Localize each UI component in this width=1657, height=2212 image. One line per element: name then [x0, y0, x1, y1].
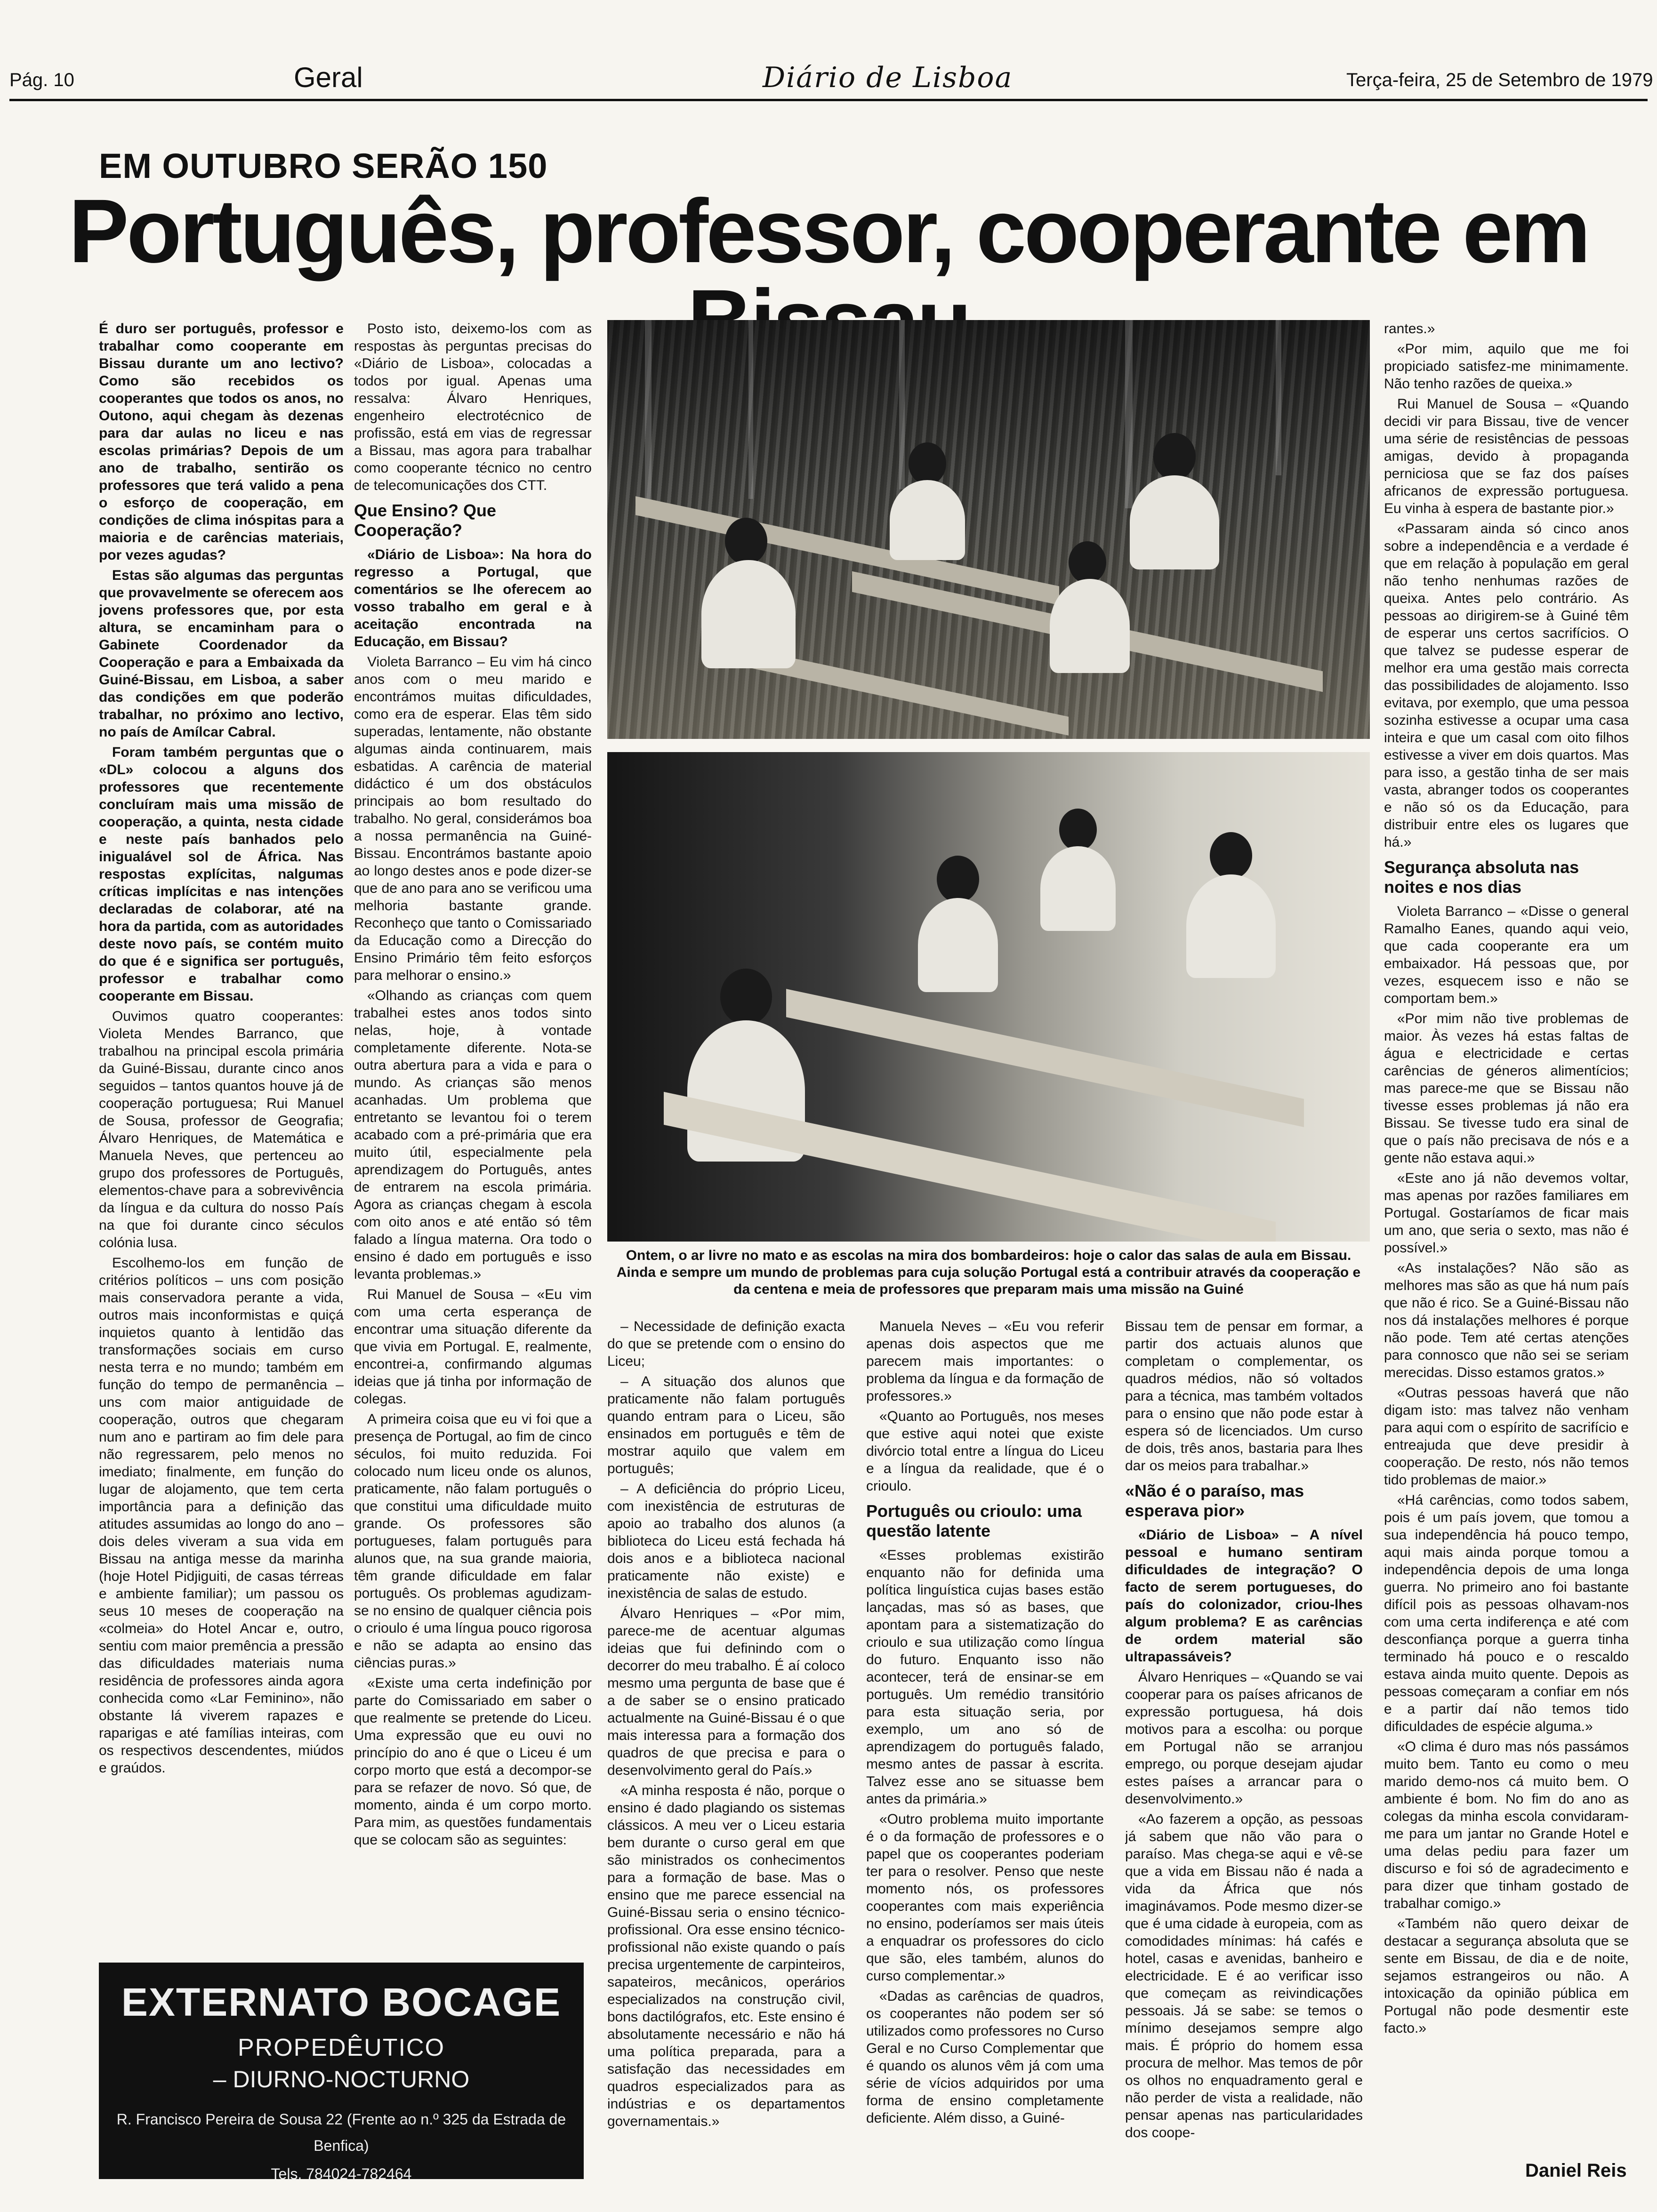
paragraph: Violeta Barranco – «Disse o general Ramalho Eanes, quando aqui veio, que cada cooperante era um embaixador. Há pessoas que, por vezes, esquecem isso e não se comportam bem.»: [1384, 904, 1629, 1006]
article-column-5: [1125, 1318, 1363, 2207]
paragraph: rantes.»: [1384, 321, 1435, 337]
paragraph: Rui Manuel de Sousa – «Eu vim com uma certa esperança de encontrar uma situação diferente da que vivia em Portugal. E, realmente, encontrei-a, confirmando algumas ideias que já tinha por informação de colegas.: [354, 1287, 592, 1407]
paragraph: Álvaro Henriques – «Por mim, parece-me de acentuar algumas ideias que fui definindo com o decorrer do meu trabalho. É aí coloco mesmo uma pergunta de base que é a de saber se o ensino praticado actualmente na Guiné-Bissau é o que mais interessa para a formação dos quadros de que precisa e para o desenvolvimento geral do País.»: [607, 1606, 845, 1778]
ad-phone: Tels. 784024-782464: [271, 2165, 412, 2182]
paragraph: «Esses problemas existirão enquanto não for definida uma política linguística cujas bases estão lançadas, mas só as bases, que apontam para a sistematização do crioulo e sua utilização como língua do futuro. Enquanto isso não acontecer, terá de ensinar-se em português. Um remédio transitório para esta situação seria, por exemplo, um ano só de aprendizagem do português falado, mesmo antes de passar à escrita. Talvez esse ano se situasse bem antes da primária.»: [866, 1547, 1104, 1807]
paragraph: Estas são algumas das perguntas que provavelmente se oferecem aos jovens professores que, por esta altura, se encaminham para o Gabinete Coordenador da Cooperação e para a Embaixada da Guiné-Bissau, em Lisboa, a saber das condições em que poderão trabalhar, no próximo ano lectivo, no país de Amílcar Cabral.: [99, 568, 344, 740]
paragraph: «Este ano já não devemos voltar, mas apenas por razões familiares em Portugal. Gostaríamos de ficar mais um ano, que seria o sexto, mas não é possível.»: [1384, 1170, 1629, 1256]
question: «Diário de Lisboa» – A nível pessoal e humano sentiram dificuldades de integração? O facto de serem portugueses, do país do colonizador, criou-lhes algum problema? E as carências de ordem material são ultrapassáveis?: [1125, 1527, 1363, 1665]
issue-date: Terça-feira, 25 de Setembro de 1979: [1346, 70, 1653, 90]
paragraph: Bissau tem de pensar em formar, a partir dos actuais alunos que completam o complementar, os quadros médios, não só voltados para a técnica, mas também voltados para o ensino que não pode estar à espera só de licenciados. Um curso de dois, três anos, bastaria para lhes dar os meios para trabalhar.»: [1125, 1319, 1363, 1474]
paragraph: «A minha resposta é não, porque o ensino é dado plagiando os sistemas clássicos. A meu ver o Liceu estaria bem durante o curso geral em que são ministrados os conhecimentos para a formação de base. Mas o ensino que me parece essencial na Guiné-Bissau seria o ensino técnico-profissional. Ora esse ensino técnico-profissional não existe quando o país precisa urgentemente de carpinteiros, sapateiros, mecânicos, operários especializados na construção civil, bons dactilógrafos, etc. Este ensino é absolutamente necessário e não há uma política preparada, para a satisfação das necessidades em quadros especializados para as indústrias e os departamentos governamentais.»: [607, 1783, 845, 2129]
header-rule: [9, 99, 1648, 101]
article-column-2: [354, 320, 592, 1948]
paragraph: «Quanto ao Português, nos meses que estive aqui notei que existe divórcio total entre a língua do Liceu e a língua da realidade, que é o crioulo.: [866, 1409, 1104, 1494]
subheading: Segurança absoluta nas noites e nos dias: [1384, 858, 1579, 897]
question: «Diário de Lisboa»: Na hora do regresso a Portugal, que comentários se lhe oferecem ao vosso trabalho em geral e à aceitação encontrada na Educação, em Bissau?: [354, 547, 592, 649]
newspaper-masthead: Diário de Lisboa: [763, 61, 1013, 94]
paragraph: «Passaram ainda só cinco anos sobre a independência e a verdade é que em relação à população em geral não tenho nenhumas razões de queixa. Antes pelo contrário. As pessoas ao dirigirem-se à Guiné têm de esperar uns certos sacrifícios. O que talvez se pudesse esperar de melhor era uma gestão mais correcta das possibilidades de alojamento. Isso evitava, por exemplo, que uma pessoa sozinha estivesse a ocupar uma casa inteira e que um casal com oito filhos estivesse a viver em dois quartos. Mas para isso, a gestão tinha de ser mais vasta, abranger todos os cooperantes e não só os da Educação, para distribuir entre eles os lugares que há.»: [1384, 521, 1629, 850]
article-column-6: [1384, 320, 1629, 2146]
paragraph: «Dadas as carências de quadros, os cooperantes não podem ser só utilizados como professores no Curso Geral e no Curso Complementar que é quando os alunos vêm já com uma série de vícios adquiridos por uma forma de ensino completamente deficiente. Além disso, a Guiné-: [866, 1988, 1104, 2126]
article-column-4: [866, 1318, 1104, 2207]
paragraph: «Por mim não tive problemas de maior. Às vezes há estas faltas de água e electricidade e certas carências de géneros alimentícios; mas parece-me que se Bissau não tivesse esses problemas já não era Bissau. Se tivesse tudo era sinal de que o país não precisava de nós e a gente não estava aqui.»: [1384, 1011, 1629, 1166]
paragraph: Posto isto, deixemo-los com as respostas às perguntas precisas do «Diário de Lisboa», colocadas a todos por igual. Apenas uma ressalva: Álvaro Henriques, engenheiro electrotécnico de profissão, está em vias de regressar a Bissau, mas agora para trabalhar como cooperante técnico no centro de telecomunicações dos CTT.: [354, 321, 592, 493]
paragraph: – A deficiência do próprio Liceu, com inexistência de estruturas de apoio ao trabalho dos alunos (a biblioteca do Liceu está fechada há dois anos e a biblioteca nacional praticamente não existe) e inexistência de salas de estudo.: [607, 1481, 845, 1601]
ad-address: R. Francisco Pereira de Sousa 22 (Frente ao n.º 325 da Estrada de Benfica): [116, 2111, 566, 2154]
paragraph: – A situação dos alunos que praticamente não falam português quando entram para o Liceu, são ensinados em português e têm de mostrar aquilo que valem em português;: [607, 1374, 845, 1476]
paragraph: «O clima é duro mas nós passámos muito bem. Tanto eu como o meu marido demo-nos cá muito bem. O ambiente é bom. No fim do ano as colegas da minha escola convidaram-me para um jantar no Grande Hotel e uma delas pediu para fazer um discurso e foi só de agradecimento e para dizer que tinham gostado de trabalhar comigo.»: [1384, 1739, 1629, 1911]
lead-paragraph: É duro ser português, professor e trabalhar como cooperante em Bissau durante um ano lectivo? Como são recebidos os cooperantes que todos os anos, no Outono, aqui chegam às dezenas para dar aulas no liceu e nas escolas primárias? Depois de um ano de trabalho, sentirão os professores que terá valido a pena o esforço de cooperação, em condições de clima inóspitas para a maioria e de carências materiais, por vezes agudas?: [99, 321, 344, 563]
paragraph: Manuela Neves – «Eu vou referir apenas dois aspectos que me parecem mais importantes: o problema da língua e da formação de professores.»: [866, 1319, 1104, 1404]
paragraph: «Por mim, aquilo que me foi propiciado satisfez-me minimamente. Não tenho razões de queixa.»: [1384, 341, 1629, 392]
subheading: «Não é o paraíso, mas esperava pior»: [1125, 1481, 1304, 1520]
advertisement: [99, 1963, 584, 2182]
paragraph: «Há carências, como todos sabem, pois é um país jovem, que tomou a sua independência há pouco tempo, aqui mais ainda porque tomou a independência depois de uma longa guerra. No primeiro ano foi bastante difícil pois as pessoas olhavam-nos com uma certa indiferença e até com desconfiança porque a guerra tinha terminado há pouco e o rescaldo estava ainda muito quente. Depois as pessoas começaram a confiar em nós e a partir daí não temos tido dificuldades de espécie alguma.»: [1384, 1492, 1629, 1734]
paragraph: «Ao fazerem a opção, as pessoas já sabem que não vão para o paraíso. Mas chega-se aqui e vê-se que a vida em Bissau não é nada a vida da África que nós imaginávamos. Pode mesmo dizer-se que é uma cidade à europeia, com as comodidades mínimas: há cafés e hotel, casas e avenidas, banheiro e electricidade. E é ao verificar isso que começam as reivindicações pessoais. Já se sabe: se temos o mínimo desejamos sempre algo mais. É próprio do homem essa procura de melhor. Mas temos de pôr os olhos no enquadramento geral e não perder de vista a realidade, não pensar apenas nas particularidades dos coope-: [1125, 1811, 1363, 2140]
paragraph: A primeira coisa que eu vi foi que a presença de Portugal, ao fim de cinco séculos, foi muito reduzida. Foi colocado num liceu onde os alunos, praticamente, não falam português o que constitui uma dificuldade muito grande. Os professores são portugueses, falam português para alunos que, na sua grande maioria, têm grande dificuldade em falar português. Os problemas agudizam-se no ensino de qualquer ciência pois o crioulo é uma língua pouco rigorosa e não se adapta ao ensino das ciências puras.»: [354, 1411, 592, 1671]
paragraph: Rui Manuel de Sousa – «Quando decidi vir para Bissau, tive de vencer uma série de resistências de pessoas amigas, devido à propaganda perniciosa que se faz dos países africanos de expressão portuguesa. Eu vinha à espera de bastante pior.»: [1384, 396, 1629, 516]
paragraph: «Existe uma certa indefinição por parte do Comissariado em saber o que realmente se pretende do Liceu. Uma expressão que eu ouvi no princípio do ano é que o Liceu é um corpo morto que está a decompor-se para se refazer de novo. Só que, de momento, ainda é um corpo morto. Para mim, as questões fundamentais que se colocam são as seguintes:: [354, 1675, 592, 1848]
ad-line: – DIURNO-NOCTURNO: [213, 2066, 470, 2092]
article-column-3: [607, 1318, 845, 2207]
section-name: Geral: [294, 62, 363, 93]
paragraph: «Olhando as crianças com quem trabalhei estes anos todos sinto nelas, hoje, à vontade completamente diferente. Nota-se outra abertura para a vida e para o mundo. As crianças são menos acanhadas. Um problema que entretanto se levantou foi o terem acabado com a pré-primária que era muito útil, especialmente pela aprendizagem do Português, antes de entrarem na escola primária. Agora as crianças chegam à escola com oito anos e até então só têm falado a língua materna. Ora todo o ensino é dado em português e isso levanta problemas.»: [354, 988, 592, 1282]
paragraph: Escolhemo-los em função de critérios políticos – uns com posição mais conservadora perante a vida, outros mais inconformistas e quiçá inquietos quanto à lentidão das transformações sociais em curso nesta terra e no mundo; também em função do tempo de permanência – uns com maior antiguidade de cooperação, outros que chegaram num ano e partiram ao fim dele para não regressarem, pelo menos no imediato; finalmente, em função do lugar de alojamento, que tem certa importância para a definição das atitudes assumidas ao longo do ano – dois deles viveram a sua vida em Bissau na antiga messe da marinha (hoje Hotel Pidjiguiti, de casas térreas e ambiente familiar); um passou os seus 10 meses de cooperação na «colmeia» do Hotel Ancar e, outro, sentiu com maior premência a pressão das dificuldades materiais numa residência de professores ainda agora conhecida como «Lar Feminino», não obstante lá viverem rapazes e raparigas e até famílias inteiras, com os respectivos descendentes, miúdos e graúdos.: [99, 1255, 344, 1776]
photo-caption: Ontem, o ar livre no mato e as escolas na mira dos bombardeiros: hoje o calor das salas de aula em Bissau. Ainda e sempre um mundo de problemas para cuja solução Portugal está a contribuir através da cooperação e da centena e meia de professores que preparam mais uma missão na Guiné: [616, 1248, 1361, 1297]
subheading: Que Ensino? Que Cooperação?: [354, 501, 497, 540]
page-number: Pág. 10: [9, 70, 74, 90]
classroom-outdoor-photo: [607, 320, 1370, 739]
ad-name: EXTERNATO BOCAGE: [121, 1980, 562, 2024]
paragraph: Foram também perguntas que o «DL» colocou a alguns dos professores que recentemente concluíram mais uma missão de cooperação, a quinta, nesta cidade e neste país banhados pelo inigualável sol de África. Nas respostas explícitas, nalgumas críticas implícitas e nas intenções declaradas de colaborar, até na hora da partida, com as autoridades deste novo país, se contém muito do que é e significa ser português, professor e trabalhar como cooperante em Bissau.: [99, 745, 344, 1004]
paragraph: – Necessidade de definição exacta do que se pretende com o ensino do Liceu;: [607, 1319, 845, 1369]
paragraph: «Também não quero deixar de destacar a segurança absoluta que se sente em Bissau, de dia e de noite, sejamos estrangeiros ou não. A intoxicação da opinião pública em Portugal não pode desmentir este facto.»: [1384, 1916, 1629, 2036]
paragraph: «Outras pessoas haverá que não digam isto: mas talvez não venham para aqui com o espírito de sacrifício e entreajuda que deve presidir à cooperação. De resto, nós não temos tido problemas de maior.»: [1384, 1385, 1629, 1488]
byline: Daniel Reis: [1525, 2160, 1627, 2181]
paragraph: «As instalações? Não são as melhores mas são as que há num país que não é rico. Se a Guiné-Bissau não nos dá instalações melhores é porque não pode. Tem até certas atenções para connosco que não sei se seriam merecidas. Disso estamos gratos.»: [1384, 1260, 1629, 1380]
article-column-1: [99, 320, 344, 1948]
paragraph: Ouvimos quatro cooperantes: Violeta Mendes Barranco, que trabalhou na principal escola primária da Guiné-Bissau, durante cinco anos seguidos – tantos quantos houve já de cooperação portuguesa; Rui Manuel de Sousa, professor de Geografia; Álvaro Henriques, de Matemática e Manuela Neves, que pertenceu ao grupo dos professores de Português, elementos-chave para a sobrevivência da língua e da cultura do nosso País na que foi durante cinco séculos colónia lusa.: [99, 1009, 344, 1250]
ad-line: PROPEDÊUTICO: [237, 2034, 445, 2061]
subheading: Português ou crioulo: uma questão latente: [866, 1501, 1082, 1540]
paragraph: Álvaro Henriques – «Quando se vai cooperar para os países africanos de expressão portuguesa, há dois motivos para a escolha: ou porque em Portugal não se arranjou emprego, ou porque desejam ajudar estes países a arrancar para o desenvolvimento.»: [1125, 1669, 1363, 1807]
headline: Português, professor, cooperante em: [68, 180, 1589, 281]
paragraph: «Outro problema muito importante é o da formação de professores e o papel que os cooperantes poderiam ter para o resolver. Penso que neste momento nós, os professores cooperantes com mais experiência no ensino, poderíamos ser mais úteis a enquadrar os professores do ciclo que são, eles também, alunos do curso complementar.»: [866, 1811, 1104, 1984]
kicker: EM OUTUBRO SERÃO 150: [99, 146, 548, 185]
paragraph: Violeta Barranco – Eu vim há cinco anos com o meu marido e encontrámos muitas dificuldades, como era de esperar. Elas têm sido superadas, lentamente, não obstante algumas ainda continuarem, mais esbatidas. A carência de material didáctico é um dos obstáculos principais ao bom resultado do trabalho. No geral, considerámos boa a nossa permanência na Guiné-Bissau. Encontrámos bastante apoio ao longo destes anos e pode dizer-se que de ano para ano se verificou uma melhoria bastante grande. Reconheço que tanto o Comissariado da Educação como a Direcção do Ensino Primário têm feito esforços para melhorar o ensino.»: [354, 654, 592, 983]
classroom-indoor-photo: [607, 752, 1370, 1242]
